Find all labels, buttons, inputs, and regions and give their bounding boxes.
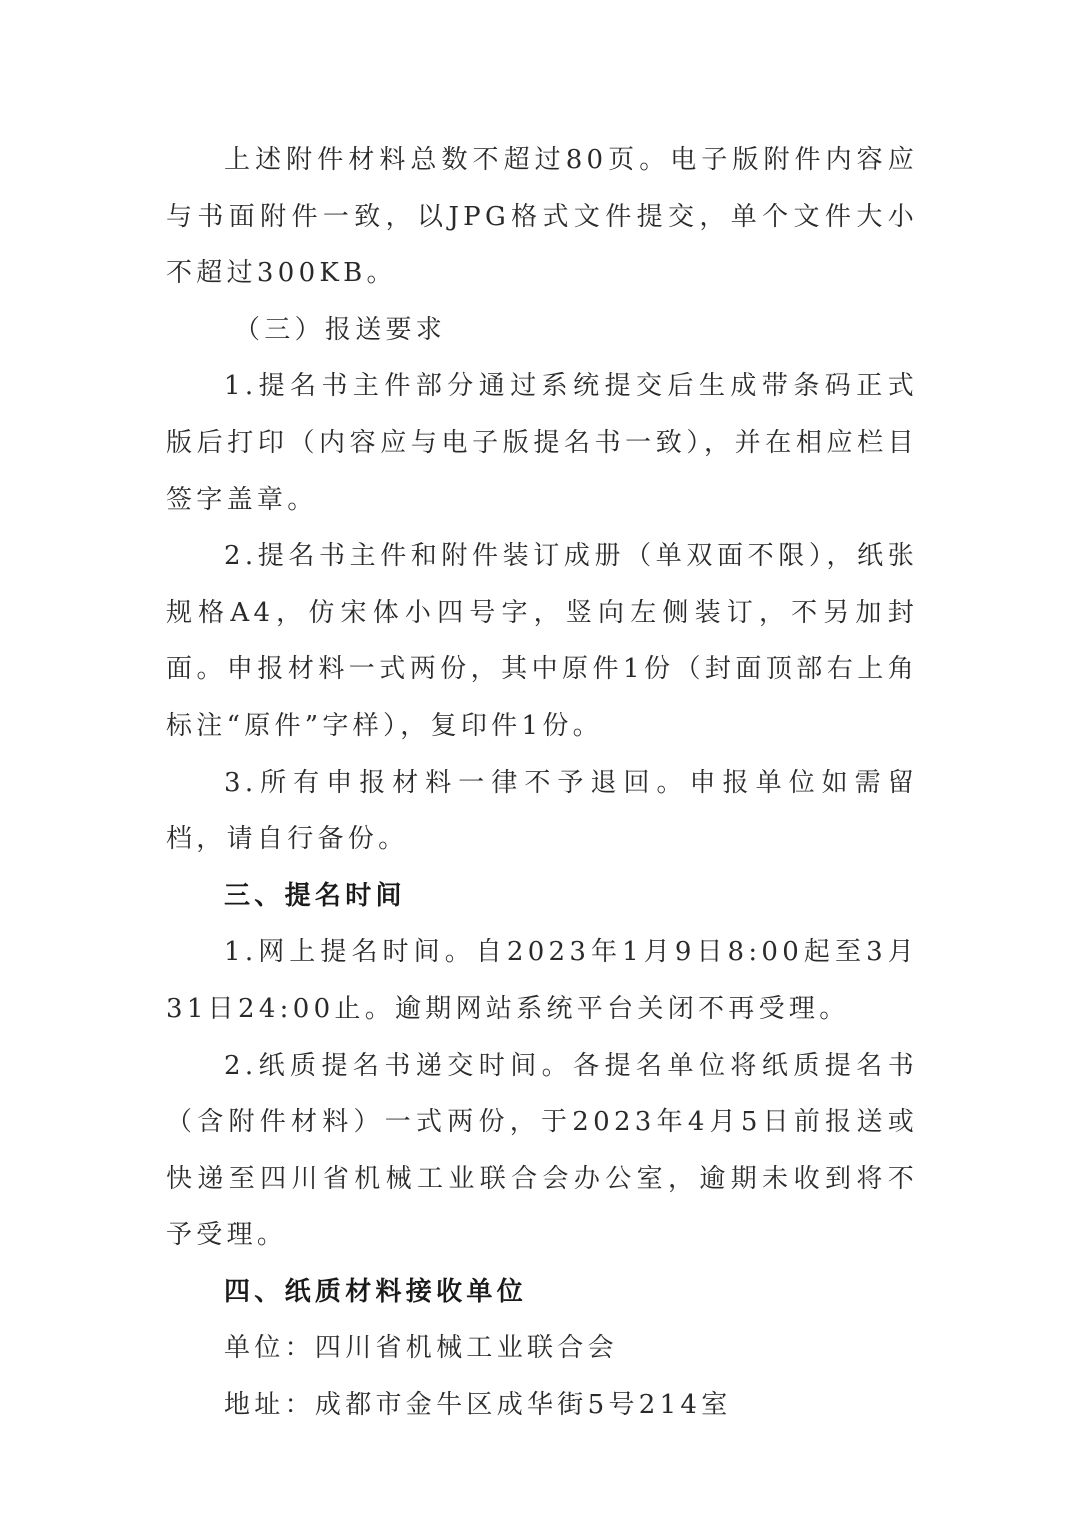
nomination-time-item-2: 2.纸质提名书递交时间。各提名单位将纸质提名书（含附件材料）一式两份，于2023年4月5日前报送或快递至四川省机械工业联合会办公室，逾期未收到将不予受理。: [166, 1050, 918, 1251]
receiving-unit-name: 单位：四川省机械工业联合会: [224, 1333, 618, 1364]
section-heading-receiving-unit: 四、纸质材料接收单位: [224, 1276, 528, 1307]
nomination-time-item-1: 1.网上提名时间。自2023年1月9日8:00起至3月31日24:00止。逾期网站系统平台关闭不再受理。: [166, 937, 918, 1024]
attachment-limit-paragraph: 上述附件材料总数不超过80页。电子版附件内容应与书面附件一致，以JPG格式文件提交，单个文件大小不超过300KB。: [166, 145, 918, 289]
requirement-item-1: 1.提名书主件部分通过系统提交后生成带条码正式版后打印（内容应与电子版提名书一致），并在相应栏目签字盖章。: [166, 371, 918, 515]
receiving-unit-address: 地址：成都市金牛区成华街5号214室: [224, 1390, 732, 1421]
document-body: [166, 132, 918, 1434]
requirement-item-2: 2.提名书主件和附件装订成册（单双面不限），纸张规格A4，仿宋体小四号字，竖向左侧装订，不另加封面。申报材料一式两份，其中原件1份（封面顶部右上角标注“原件”字样），复印件1份。: [166, 541, 918, 741]
section-heading-nomination-time: 三、提名时间: [224, 880, 406, 911]
requirement-item-3: 3.所有申报材料一律不予退回。申报单位如需留档，请自行备份。: [166, 767, 918, 855]
section-heading-submission-requirements: （三）报送要求: [234, 314, 447, 345]
